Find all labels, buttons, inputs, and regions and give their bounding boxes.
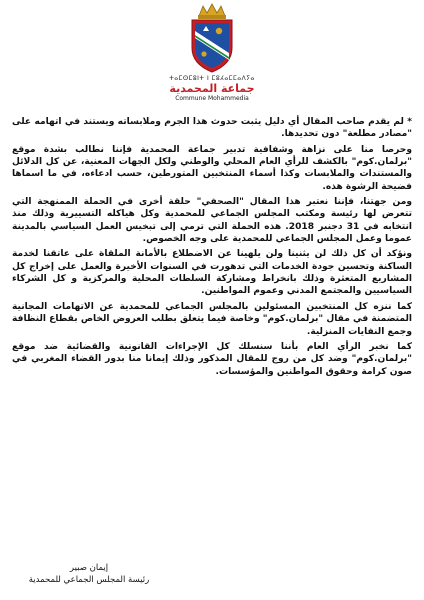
paragraph: كما ننزه كل المنتخبين المسئولين بالمجلس الجماعي للمحمدية عن الاتهامات المجانية المتضمنة في مقال "برلمان.كوم" وخاصة فيما يتعلق بطلب العروض الخاص بقطاع النظافة وجمع النفايات المنزلية. xyxy=(12,301,412,337)
coat-of-arms-icon xyxy=(182,2,242,74)
commune-name-latin: Commune Mohammedia xyxy=(175,95,249,102)
statement-body xyxy=(12,116,412,378)
paragraph: كما نخبر الرأي العام بأننا سنسلك كل الإجراءات القانونية والقضائية ضد موقع "برلمان.كوم" وضد كل من روج للمقال المذكور وذلك إيمانا منا بدور القضاء المغربي في صون كرامة وحقوق المواطنين والمؤسسات. xyxy=(12,341,412,377)
commune-name-arabic: جماعة المحمدية xyxy=(169,82,255,95)
letterhead xyxy=(0,2,424,114)
paragraph: وحرصا منا على نزاهة وشفافية تدبير جماعة المحمدية فإننا نطالب بشدة موقع "برلمان.كوم" بالكشف للرأي العام المحلي والوطني ولكل الجهات المعنية، عن كل الدلائل والمستندات والملابسات وكذا أسماء المنتخبين المتورطين، حسب ادعاءه، في ما اسماها فضيحة الرشوة هذه. xyxy=(12,144,412,192)
paragraph: * لم يقدم صاحب المقال أي دليل يثبت حدوث هذا الجرم وملابساته ويستند في اتهامه على "مصادر مطلعة" دون تحديدها. xyxy=(12,117,412,140)
signatory-role: رئيسة المجلس الجماعي للمحمدية xyxy=(28,575,150,585)
paragraph: ونؤكد أن كل ذلك لن يثنينا ولن يلهينا عن الاضطلاع بالأمانة الملقاة على عاتقنا لخدمة الساكنة وتحسين جودة الخدمات التي تدهورت في السنوات الأخيرة والعمل على إخراج كل المشاريع المتعثرة وذلك بانخراط ومشاركة السلطات المحلية والمركزية و كل الشركاء السياسيين والمجتمع المدني وعموم المواطنين. xyxy=(12,249,412,297)
amazigh-name: ⵜⴰⵎⵙⵎⵓⵏⵜ ⵏ ⵎⵓⵃⴰⵎⵎⴰⴷⵢⴰ xyxy=(169,75,255,82)
paragraph: ومن جهتنا، فإننا نعتبر هذا المقال "الصحفي" حلقة أخرى في الحملة الممنهجة التي تتعرض لها رئيسة ومكتب المجلس الجماعي للمحمدية وكل هياكله التسييرية وذلك منذ انتخابه في 31 دجنبر 2018. هذه الحملة التي ترمي إلى تبخيس العمل السياسي بالمدينة عموما وعمل المجلس الجماعي للمحمدية على وجه الخصوص. xyxy=(12,197,412,245)
signatory-name: إيمان صبير xyxy=(69,563,109,573)
signature-block xyxy=(14,562,164,586)
